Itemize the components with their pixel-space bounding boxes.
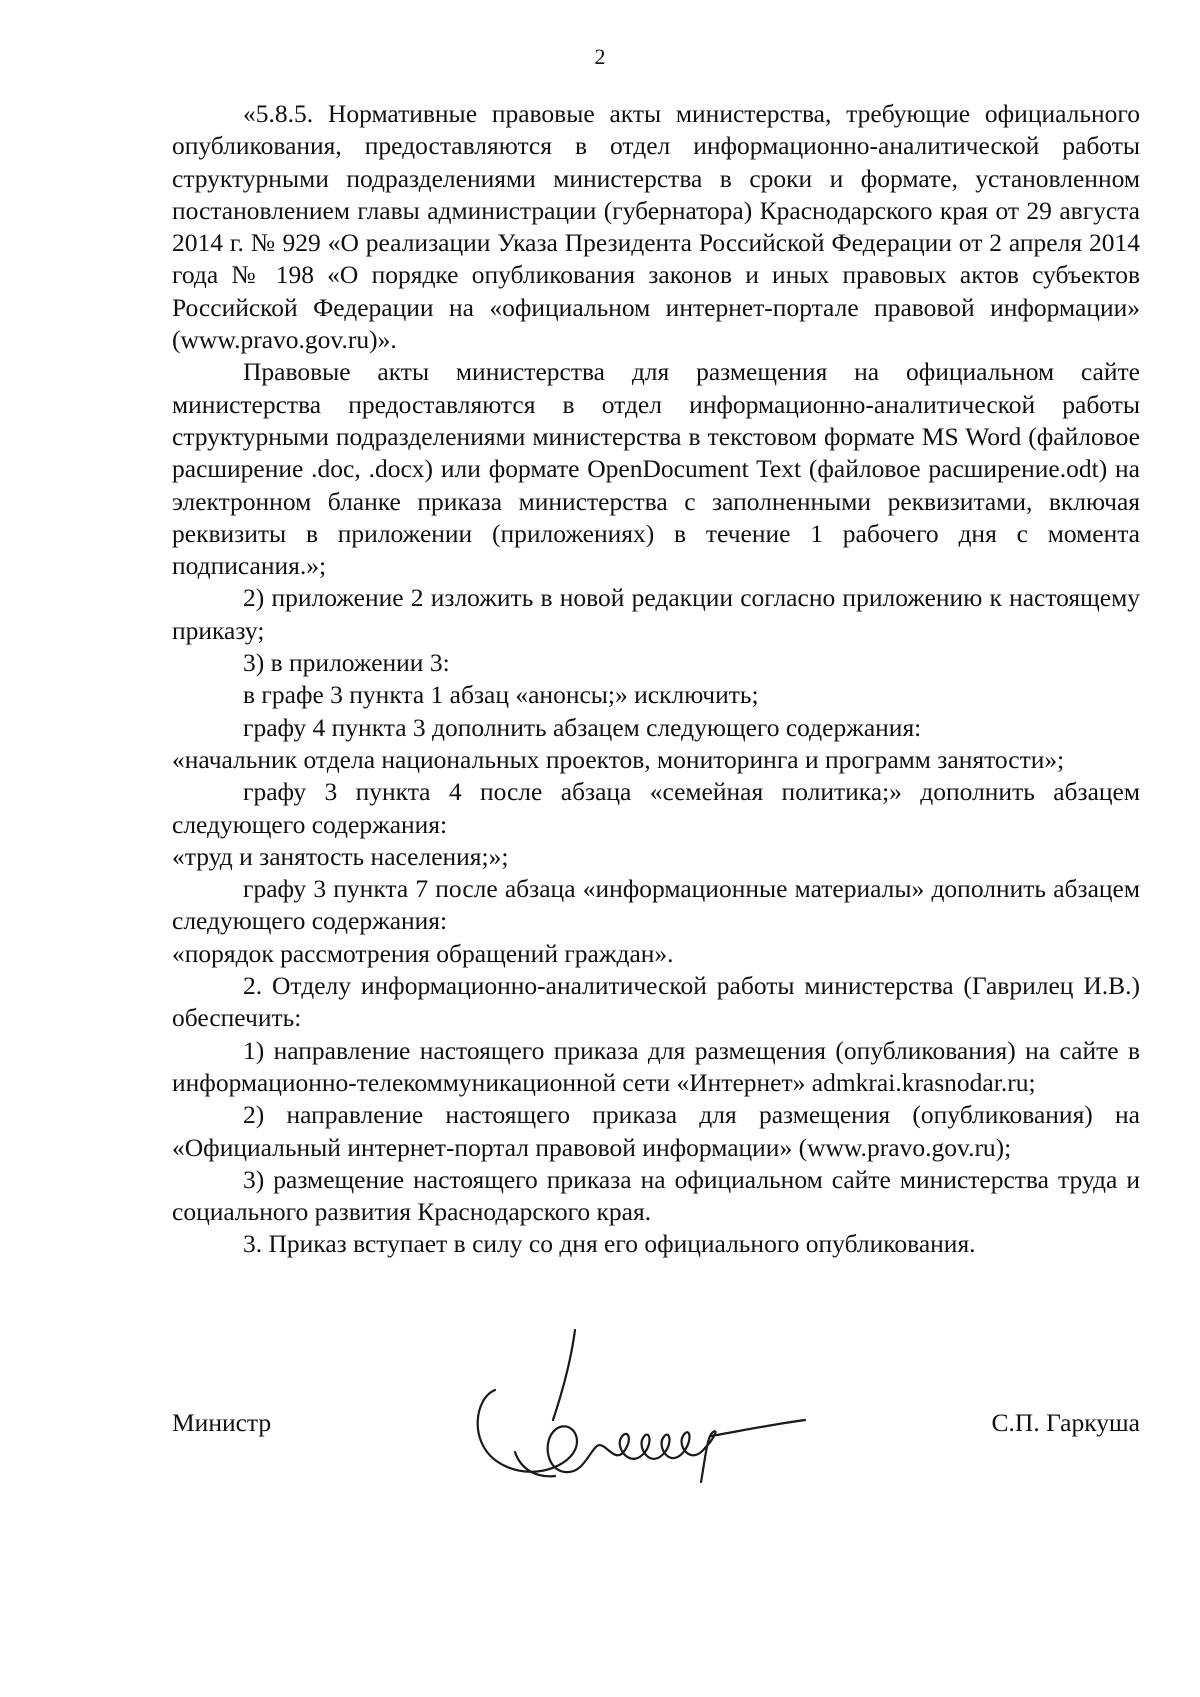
paragraph: 2) направление настоящего приказа для размещения (опубликования) на «Официальный интернет-портал правовой информации» (www.pravo.gov.ru); [172, 1100, 1140, 1162]
signatory-title: Министр [172, 1408, 272, 1437]
paragraph: Правовые акты министерства для размещения на официальном сайте министерства предоставляются в отдел информационно-аналитической работы структурными подразделениями министерства в текстовом формате MS Word (файловое расширение .doc, .docx) или формате OpenDocument Text (файловое расширение.odt) на электронном бланке приказа министерства с заполненными реквизитами, включая реквизиты в приложении (приложениях) в течение 1 рабочего дня с момента подписания.»; [172, 357, 1140, 581]
paragraph: 3) размещение настоящего приказа на официальном сайте министерства труда и социального развития Краснодарского края. [172, 1164, 1140, 1227]
paragraph: 3. Приказ вступает в силу со дня его официального опубликования. [243, 1229, 976, 1259]
page-number: 2 [594, 44, 606, 69]
paragraph: «труд и занятость населения;»; [172, 841, 509, 871]
paragraph: графу 4 пункта 3 дополнить абзацем следующего содержания: [243, 712, 922, 742]
paragraph: графу 3 пункта 7 после абзаца «информационные материалы» дополнить абзацем следующего содержания: [172, 874, 1140, 936]
paragraph: «порядок рассмотрения обращений граждан». [172, 938, 674, 968]
paragraph: «5.8.5. Нормативные правовые акты министерства, требующие официального опубликования, предоставляются в отдел информационно-аналитической работы структурными подразделениями министерства в сроки и формате, установленном постановлением главы администрации (губернатора) Краснодарского края от 29 августа 2014 г. № 929 «О реализации Указа Президента Российской Федерации от 2 апреля 2014 года № 198 «О порядке опубликования законов и иных правовых актов субъектов Российской Федерации на «официальном интернет-портале правовой информации» (www.pravo.gov.ru)». [172, 99, 1140, 355]
paragraph: 3) в приложении 3: [243, 648, 450, 678]
signature-block [172, 1408, 1140, 1448]
paragraph: в графе 3 пункта 1 абзац «анонсы;» исключить; [243, 680, 759, 710]
paragraph: 2) приложение 2 изложить в новой редакции согласно приложению к настоящему приказу; [172, 583, 1140, 645]
signatory-name: С.П. Гаркуша [991, 1408, 1140, 1437]
paragraph: 1) направление настоящего приказа для размещения (опубликования) на сайте в информационно-телекоммуникационной сети «Интернет» admkrai.krasnodar.ru; [172, 1035, 1140, 1097]
paragraph: графу 3 пункта 4 после абзаца «семейная политика;» дополнить абзацем следующего содержания: [172, 777, 1140, 839]
paragraph: «начальник отдела национальных проектов, мониторинга и программ занятости»; [172, 744, 1065, 774]
document-body [172, 98, 1140, 1261]
paragraph: 2. Отделу информационно-аналитической работы министерства (Гаврилец И.В.) обеспечить: [172, 971, 1140, 1033]
